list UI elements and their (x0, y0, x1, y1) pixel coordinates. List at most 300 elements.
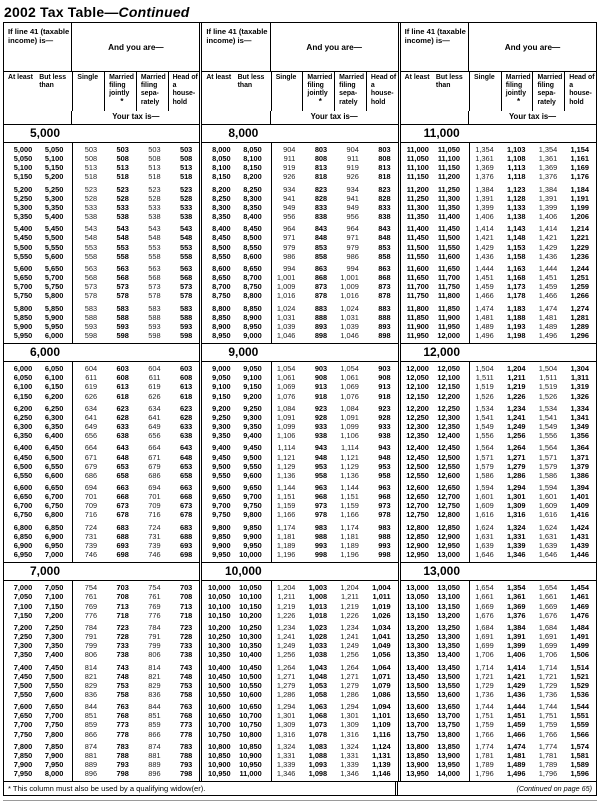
but-less-cell: 10,350 (239, 641, 262, 651)
tax-row (401, 702, 596, 711)
tax-row (401, 592, 596, 601)
married-separately-tax-cell: 1,744 (538, 702, 558, 712)
single-tax-cell: 1,406 (475, 212, 494, 222)
tax-row (4, 702, 199, 711)
married-separately-tax-cell: 1,189 (340, 540, 359, 550)
at-least-cell: 8,400 (212, 224, 231, 234)
at-least-cell: 9,050 (212, 373, 231, 383)
single-tax-cell: 1,519 (475, 382, 494, 392)
row-group (4, 443, 199, 480)
at-least-header: At least (404, 74, 430, 81)
head-household-tax-cell: 803 (378, 145, 391, 154)
tax-row (401, 322, 596, 331)
but-less-cell: 6,550 (44, 461, 64, 471)
single-tax-cell: 503 (84, 145, 98, 154)
married-separately-tax-cell: 1,534 (538, 403, 558, 413)
at-least-cell: 7,650 (13, 711, 33, 721)
at-least-cell: 13,050 (406, 592, 429, 602)
but-less-cell: 10,100 (239, 592, 262, 602)
at-least-cell: 10,200 (207, 622, 231, 632)
married-separately-tax-cell: 1,271 (340, 671, 359, 681)
married-separately-tax-cell: 1,099 (340, 422, 359, 432)
married-jointly-tax-cell: 1,118 (507, 172, 526, 182)
head-household-tax-cell: 543 (179, 224, 193, 234)
at-least-cell: 11,550 (406, 251, 429, 261)
head-household-tax-cell: 1,094 (372, 702, 391, 712)
section-label: 8,000 (228, 126, 259, 140)
but-less-cell: 8,400 (243, 212, 262, 222)
tax-row (202, 462, 397, 471)
at-least-cell: 7,850 (13, 750, 33, 760)
at-least-cell: 5,350 (13, 212, 33, 222)
panel-header-row1 (202, 23, 397, 72)
married-jointly-tax-cell: 1,414 (506, 662, 526, 672)
at-least-cell: 9,950 (212, 550, 231, 560)
head-household-tax-cell: 878 (378, 291, 391, 301)
at-least-cell: 11,800 (406, 303, 429, 313)
single-tax-cell: 949 (283, 202, 296, 212)
tax-row (202, 264, 397, 273)
head-household-tax-cell: 1,454 (570, 583, 589, 593)
single-tax-cell: 1,616 (475, 510, 494, 520)
married-separately-tax-cell: 1,676 (538, 610, 558, 620)
at-least-header: At least (206, 74, 232, 81)
tax-row (4, 471, 199, 480)
but-less-cell: 6,200 (44, 391, 64, 401)
tax-row (202, 145, 397, 154)
at-least-cell: 8,100 (212, 163, 231, 173)
but-less-cell: 9,900 (243, 531, 262, 541)
head-household-tax-cell: 1,356 (570, 431, 589, 441)
panel-header (202, 23, 397, 124)
but-less-cell: 13,000 (437, 550, 461, 560)
but-less-cell: 10,750 (239, 720, 262, 730)
but-less-cell: 11,200 (437, 172, 461, 182)
tax-row (4, 273, 199, 282)
married-separately-tax-cell: 904 (346, 145, 359, 154)
at-least-cell: 7,700 (13, 720, 33, 730)
at-least-cell: 7,350 (13, 650, 33, 660)
married-separately-tax-cell: 1,211 (340, 592, 359, 602)
tax-row (202, 382, 397, 391)
single-tax-cell: 1,399 (475, 202, 494, 212)
section-band (401, 562, 596, 581)
head-household-tax-cell: 1,439 (570, 540, 589, 550)
but-less-cell: 7,550 (44, 680, 64, 690)
tax-row (401, 550, 596, 559)
married-separately-tax-cell: 1,541 (538, 412, 558, 422)
at-least-cell: 12,400 (406, 443, 429, 453)
tax-row (202, 632, 397, 641)
head-household-tax-cell: 738 (179, 650, 193, 660)
married-jointly-tax-cell: 648 (116, 452, 129, 462)
tax-row (4, 592, 199, 601)
single-tax-cell: 791 (84, 632, 98, 642)
married-separately-tax-cell: 1,466 (538, 291, 558, 301)
single-tax-cell: 568 (84, 273, 98, 283)
widower-asterisk-mark: * (517, 96, 521, 106)
married-separately-tax-cell: 851 (148, 711, 161, 721)
single-tax-cell: 1,414 (475, 224, 494, 234)
head-household-tax-cell: 713 (179, 601, 193, 611)
at-least-cell: 13,300 (406, 641, 429, 651)
tax-row (4, 720, 199, 729)
tax-row (202, 681, 397, 690)
married-jointly-tax-cell: 793 (116, 760, 129, 770)
married-jointly-tax-cell: 828 (314, 193, 328, 203)
married-jointly-tax-cell: 1,489 (506, 760, 526, 770)
but-less-cell: 12,700 (437, 492, 461, 502)
head-household-tax-cell: 923 (378, 403, 391, 413)
married-separately-tax-cell: 1,054 (340, 364, 359, 374)
single-tax-cell: 1,631 (475, 531, 494, 541)
but-less-cell: 12,400 (437, 431, 461, 441)
married-jointly-tax-cell: 853 (314, 242, 328, 252)
married-separately-tax-cell: 1,241 (340, 632, 359, 642)
at-least-cell: 8,050 (212, 154, 231, 164)
married-jointly-tax-cell: 1,003 (308, 583, 328, 593)
but-less-cell: 12,050 (437, 364, 461, 374)
head-household-tax-cell: 1,191 (570, 193, 589, 203)
single-tax-cell: 1,564 (475, 443, 494, 453)
row-group (202, 404, 397, 441)
at-least-cell: 10,150 (207, 610, 231, 620)
single-tax-cell: 1,054 (276, 364, 296, 374)
married-jointly-tax-cell: 1,178 (506, 291, 526, 301)
at-least-cell: 13,600 (406, 702, 429, 712)
married-jointly-tax-cell: 723 (116, 622, 129, 632)
married-jointly-tax-cell: 1,018 (308, 610, 328, 620)
married-separately-tax-cell: 1,129 (340, 461, 359, 471)
but-less-cell: 7,900 (44, 750, 64, 760)
but-less-cell: 12,200 (437, 391, 461, 401)
at-least-cell: 8,850 (212, 312, 231, 322)
head-household-tax-cell: 1,431 (570, 531, 589, 541)
at-least-cell: 10,600 (207, 702, 231, 712)
tax-row (202, 751, 397, 760)
married-jointly-tax-cell: 653 (116, 461, 129, 471)
head-household-tax-cell: 608 (179, 373, 193, 383)
head-household-tax-cell: 1,244 (570, 263, 589, 273)
but-less-cell: 10,400 (239, 650, 262, 660)
married-jointly-tax-cell: 573 (116, 282, 129, 292)
at-least-cell: 11,750 (406, 291, 429, 301)
but-less-cell: 6,100 (44, 373, 64, 383)
married-separately-tax-cell: 1,766 (538, 729, 558, 739)
single-tax-cell: 934 (283, 184, 296, 194)
tax-row (4, 541, 199, 550)
single-tax-cell: 1,534 (475, 403, 494, 413)
married-jointly-tax-cell: 668 (116, 492, 129, 502)
married-separately-tax-cell: 619 (148, 382, 161, 392)
but-less-cell: 13,700 (437, 711, 461, 721)
married-jointly-tax-cell: 703 (116, 583, 129, 593)
married-separately-tax-cell: 1,549 (538, 422, 558, 432)
head-of-household-header: Head of a household (366, 72, 398, 111)
but-less-cell: 13,050 (437, 583, 461, 593)
at-least-cell: 13,750 (406, 729, 429, 739)
but-less-cell: 12,000 (437, 330, 461, 340)
married-separately-tax-cell: 1,519 (538, 382, 558, 392)
but-less-cell: 13,350 (437, 641, 461, 651)
head-household-tax-cell: 963 (378, 483, 391, 492)
single-tax-cell: 806 (84, 650, 98, 660)
head-household-tax-cell: 1,221 (570, 233, 589, 243)
head-household-tax-cell: 1,476 (570, 610, 589, 620)
but-less-cell: 5,350 (44, 202, 64, 212)
head-household-tax-cell: 568 (179, 273, 193, 283)
head-household-tax-cell: 998 (378, 550, 391, 560)
but-less-cell: 12,500 (437, 452, 461, 462)
single-tax-cell: 1,789 (475, 760, 494, 770)
head-household-tax-cell: 1,304 (570, 364, 589, 374)
married-separately-tax-cell: 634 (148, 403, 161, 413)
tax-table (3, 22, 597, 796)
single-tax-cell: 941 (283, 193, 296, 203)
married-jointly-tax-cell: 678 (116, 510, 129, 520)
but-less-cell: 6,750 (44, 501, 64, 511)
head-household-tax-cell: 633 (179, 422, 193, 432)
row-group (401, 663, 596, 700)
tax-row (401, 212, 596, 221)
tax-row (4, 163, 199, 172)
single-tax-cell: 1,316 (276, 729, 296, 739)
head-household-tax-cell: 1,124 (372, 741, 391, 751)
head-household-tax-cell: 908 (378, 373, 391, 383)
married-jointly-tax-cell: 1,271 (506, 452, 526, 462)
married-separately-tax-cell: 1,571 (538, 452, 558, 462)
but-less-cell: 13,300 (437, 632, 461, 642)
married-jointly-tax-cell: 593 (116, 321, 129, 331)
tax-row (202, 224, 397, 233)
tax-row (202, 252, 397, 261)
head-household-tax-cell: 1,139 (372, 760, 391, 770)
tax-row (4, 672, 199, 681)
married-separately-tax-cell: 829 (148, 680, 161, 690)
married-separately-tax-cell: 1,436 (538, 251, 558, 261)
at-least-cell: 5,800 (13, 303, 33, 313)
head-household-tax-cell: 823 (378, 184, 391, 194)
married-jointly-tax-cell: 1,234 (506, 403, 526, 413)
married-jointly-tax-cell: 1,033 (308, 641, 328, 651)
but-less-cell: 9,750 (243, 501, 262, 511)
tax-row (202, 583, 397, 592)
married-separately-tax-cell: 508 (148, 154, 161, 164)
at-least-cell: 13,800 (406, 741, 429, 751)
tax-row (202, 431, 397, 440)
at-least-cell: 10,450 (207, 671, 231, 681)
head-household-tax-cell: 1,011 (372, 592, 391, 602)
but-less-cell: 10,200 (239, 610, 262, 620)
married-separately-tax-cell: 1,391 (538, 193, 558, 203)
married-separately-tax-cell: 1,024 (340, 303, 359, 313)
tax-row (202, 650, 397, 659)
but-less-than-header: But less than (39, 74, 67, 90)
married-jointly-tax-cell: 728 (116, 632, 129, 642)
married-jointly-tax-cell: 758 (116, 689, 129, 699)
single-tax-cell: 593 (84, 321, 98, 331)
married-separately-tax-cell: 1,039 (340, 321, 359, 331)
married-jointly-tax-cell: 518 (116, 172, 129, 182)
head-household-tax-cell: 1,514 (570, 662, 589, 672)
but-less-cell: 9,350 (243, 422, 262, 432)
but-less-cell: 6,150 (44, 382, 64, 392)
but-less-cell: 5,850 (44, 303, 64, 313)
at-least-cell: 5,400 (13, 224, 33, 234)
at-least-cell: 13,100 (406, 601, 429, 611)
at-least-cell: 10,900 (207, 760, 231, 770)
your-tax-is-label: Your tax is— (112, 112, 160, 121)
married-separately-tax-cell: 784 (148, 622, 161, 632)
section-band (401, 343, 596, 362)
single-tax-cell: 1,669 (475, 601, 494, 611)
head-household-tax-cell: 1,086 (372, 689, 391, 699)
but-less-cell: 7,200 (44, 610, 64, 620)
single-tax-cell: 701 (84, 492, 98, 502)
tax-row (4, 212, 199, 221)
head-household-tax-cell: 698 (179, 550, 193, 560)
married-jointly-tax-cell: 1,279 (506, 461, 526, 471)
married-separately-tax-cell: 513 (148, 163, 161, 173)
tax-row (4, 233, 199, 242)
but-less-cell: 7,650 (44, 702, 64, 712)
but-less-cell: 10,550 (239, 680, 262, 690)
at-least-cell: 6,000 (13, 364, 33, 374)
row-group (202, 364, 397, 401)
page-title-main: 2002 Tax Table (4, 4, 105, 20)
but-less-cell: 11,250 (437, 184, 461, 194)
married-jointly-tax-cell: 1,113 (507, 163, 526, 173)
but-less-cell: 6,900 (44, 531, 64, 541)
married-jointly-tax-cell: 893 (314, 321, 328, 331)
married-jointly-tax-cell: 1,286 (506, 470, 526, 480)
head-household-tax-cell: 663 (179, 483, 193, 492)
married-jointly-tax-cell: 1,256 (506, 431, 526, 441)
married-separately-tax-cell: 588 (148, 312, 161, 322)
section-band (202, 124, 397, 143)
married-separately-tax-cell: 971 (346, 233, 359, 243)
head-household-tax-cell: 1,049 (372, 641, 391, 651)
married-jointly-tax-cell: 513 (116, 163, 129, 173)
single-tax-cell: 1,421 (475, 233, 494, 243)
tax-row (4, 453, 199, 462)
single-tax-cell: 1,129 (276, 461, 296, 471)
at-least-cell: 11,900 (406, 321, 429, 331)
married-jointly-tax-cell: 643 (116, 443, 129, 453)
married-jointly-tax-cell: 738 (116, 650, 129, 660)
head-household-tax-cell: 753 (179, 680, 193, 690)
at-least-cell: 11,850 (406, 312, 429, 322)
single-tax-cell: 1,301 (276, 711, 296, 721)
section-label: 5,000 (30, 126, 61, 140)
married-separately-tax-cell: 731 (148, 531, 161, 541)
married-jointly-tax-cell: 578 (116, 291, 129, 301)
section-rows (4, 362, 199, 562)
head-household-tax-cell: 623 (179, 403, 193, 413)
head-household-tax-cell: 808 (378, 154, 391, 164)
tax-row (4, 392, 199, 401)
single-tax-cell: 979 (283, 242, 296, 252)
at-least-cell: 12,650 (406, 492, 429, 502)
head-household-tax-cell: 763 (179, 702, 193, 712)
married-separately-tax-cell: 754 (148, 583, 161, 593)
tax-row (401, 632, 596, 641)
but-less-cell: 8,300 (243, 193, 262, 203)
married-separately-tax-cell: 1,624 (538, 522, 558, 532)
married-separately-tax-cell: 956 (346, 212, 359, 222)
married-jointly-tax-cell: 1,063 (308, 702, 328, 712)
section-rows (202, 143, 397, 343)
single-tax-cell: 543 (84, 224, 98, 234)
page-title-continued: Continued (118, 4, 190, 20)
but-less-cell: 5,900 (44, 312, 64, 322)
single-tax-cell: 518 (84, 172, 98, 182)
at-least-cell: 5,150 (13, 172, 33, 182)
married-jointly-tax-cell: 523 (116, 184, 129, 194)
head-household-tax-cell: 643 (179, 443, 193, 453)
married-separately-tax-cell: 528 (148, 193, 161, 203)
but-less-cell: 5,300 (44, 193, 64, 203)
married-separately-tax-cell: 1,646 (538, 550, 558, 560)
married-separately-tax-cell: 776 (148, 610, 161, 620)
married-separately-tax-cell: 1,504 (538, 364, 558, 374)
at-least-cell: 7,150 (13, 610, 33, 620)
but-less-cell: 13,500 (437, 671, 461, 681)
single-tax-cell: 1,279 (276, 680, 296, 690)
married-separately-tax-cell: 1,294 (340, 702, 359, 712)
row-group (4, 364, 199, 401)
single-tax-cell: 553 (84, 242, 98, 252)
married-jointly-tax-cell: 583 (116, 303, 129, 313)
but-less-cell: 12,350 (437, 422, 461, 432)
tax-row (202, 532, 397, 541)
single-tax-cell: 1,556 (475, 431, 494, 441)
row-group (202, 483, 397, 520)
married-jointly-tax-cell: 628 (116, 412, 129, 422)
single-tax-cell: 578 (84, 291, 98, 301)
but-less-cell: 7,750 (44, 720, 64, 730)
married-separately-tax-cell: 1,759 (538, 720, 558, 730)
but-less-cell: 13,950 (437, 760, 461, 770)
head-household-tax-cell: 1,469 (570, 601, 589, 611)
married-separately-tax-cell: 626 (148, 391, 161, 401)
panel-header-row1 (401, 23, 596, 72)
married-separately-tax-cell: 866 (148, 729, 161, 739)
panel-header-row2 (401, 72, 596, 111)
married-jointly-tax-cell: 1,073 (308, 720, 328, 730)
single-tax-cell: 1,151 (276, 492, 296, 502)
married-separately-tax-cell: 1,706 (538, 650, 558, 660)
but-less-cell: 10,250 (239, 622, 262, 632)
married-jointly-tax-cell: 818 (314, 172, 328, 182)
but-less-cell: 9,550 (243, 461, 262, 471)
tax-row (4, 145, 199, 154)
at-least-cell: 7,300 (13, 641, 33, 651)
at-least-cell: 6,600 (13, 483, 33, 492)
married-jointly-tax-cell: 1,219 (506, 382, 526, 392)
at-least-cell: 5,750 (13, 291, 33, 301)
married-jointly-tax-cell: 693 (116, 540, 129, 550)
head-household-tax-cell: 1,589 (570, 760, 589, 770)
married-jointly-tax-cell: 1,023 (308, 622, 328, 632)
married-jointly-tax-cell: 993 (314, 540, 328, 550)
married-jointly-tax-cell: 843 (314, 224, 328, 234)
tax-section (202, 124, 397, 343)
at-least-cell: 12,900 (406, 540, 429, 550)
single-tax-cell: 836 (84, 689, 98, 699)
single-tax-cell: 1,324 (276, 741, 296, 751)
at-least-cell: 5,100 (13, 163, 33, 173)
